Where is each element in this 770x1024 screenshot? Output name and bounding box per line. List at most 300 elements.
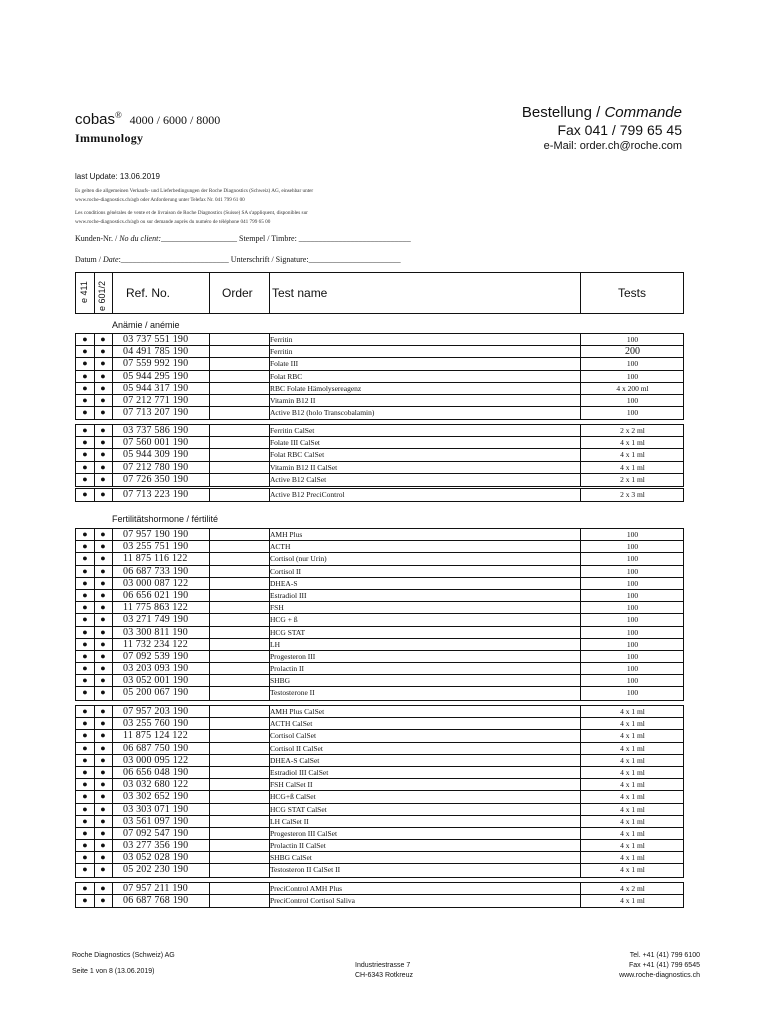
tests-quantity: 100 bbox=[626, 615, 639, 625]
order-quantity-cell[interactable] bbox=[210, 590, 268, 601]
dot-e601: ● bbox=[100, 614, 106, 625]
ref-number: 07 092 539 190 bbox=[123, 650, 189, 662]
test-name: Estradiol III bbox=[270, 590, 307, 600]
test-name: DHEA-S bbox=[270, 578, 298, 588]
terms-fr-1: Les conditions générales de vente et de livraison de Roche Diagnostics (Suisse) SA s'appliquent, disponibles sur bbox=[75, 210, 308, 216]
date-label: Datum / bbox=[75, 255, 101, 264]
footer-city: CH-6343 Rotkreuz bbox=[355, 972, 413, 979]
ref-number: 03 737 551 190 bbox=[123, 334, 189, 345]
tests-quantity: 2 x 2 ml bbox=[620, 426, 645, 435]
order-quantity-cell[interactable] bbox=[210, 346, 268, 357]
order-title-de: Bestellung / bbox=[521, 104, 601, 121]
dot-e411: ● bbox=[82, 650, 88, 661]
table-row bbox=[76, 718, 683, 730]
dot-e411: ● bbox=[82, 461, 88, 472]
ref-number: 07 092 547 190 bbox=[123, 827, 189, 839]
table-row bbox=[76, 437, 683, 449]
table-row bbox=[76, 864, 683, 876]
dot-e411: ● bbox=[82, 852, 88, 863]
order-quantity-cell[interactable] bbox=[210, 755, 268, 766]
dot-e411: ● bbox=[82, 346, 88, 357]
test-name: Folat RBC CalSet bbox=[270, 450, 325, 460]
order-quantity-cell[interactable] bbox=[210, 371, 268, 382]
order-quantity-cell[interactable] bbox=[210, 730, 268, 741]
dot-e601: ● bbox=[100, 895, 106, 906]
dot-e601: ● bbox=[100, 346, 106, 357]
dot-e601: ● bbox=[100, 553, 106, 564]
test-name: HCG STAT bbox=[270, 627, 306, 637]
dot-e411: ● bbox=[82, 883, 88, 893]
test-name: HCG+ß CalSet bbox=[270, 792, 316, 802]
tests-quantity: 100 bbox=[626, 408, 639, 418]
ref-number: 05 944 309 190 bbox=[123, 449, 189, 461]
tests-quantity: 100 bbox=[626, 651, 639, 661]
ref-number: 07 957 211 190 bbox=[123, 883, 188, 894]
order-quantity-cell[interactable] bbox=[210, 529, 268, 540]
tests-quantity: 4 x 1 ml bbox=[620, 438, 645, 448]
dot-e601: ● bbox=[100, 742, 106, 753]
test-name: Prolactin II bbox=[270, 664, 304, 674]
test-name: Folate III bbox=[270, 359, 299, 369]
table-row bbox=[76, 675, 683, 687]
table-row bbox=[76, 767, 683, 779]
order-quantity-cell[interactable] bbox=[210, 852, 268, 863]
dot-e601: ● bbox=[100, 852, 106, 863]
order-title bbox=[522, 104, 682, 121]
test-name: HCG + ß bbox=[270, 615, 298, 625]
table-row bbox=[76, 383, 683, 395]
dot-e411: ● bbox=[82, 565, 88, 576]
ref-number: 03 032 680 122 bbox=[123, 779, 189, 791]
order-fax: Fax 041 / 799 65 45 bbox=[557, 122, 682, 138]
date-label-fr: Date bbox=[103, 255, 119, 264]
order-quantity-cell[interactable] bbox=[210, 816, 268, 827]
tests-quantity: 100 bbox=[626, 554, 639, 564]
dot-e411: ● bbox=[82, 626, 88, 637]
product-group bbox=[75, 528, 684, 701]
dot-e601: ● bbox=[100, 449, 106, 460]
tests-quantity: 4 x 1 ml bbox=[620, 841, 645, 851]
table-row bbox=[76, 407, 683, 419]
test-name: Estradiol III CalSet bbox=[270, 767, 329, 777]
dot-e411: ● bbox=[82, 489, 88, 499]
table-row bbox=[76, 791, 683, 803]
order-quantity-cell[interactable] bbox=[210, 779, 268, 790]
ref-number: 03 255 751 190 bbox=[123, 541, 189, 553]
test-name: RBC Folate Hämolysereagenz bbox=[270, 383, 362, 393]
dot-e601: ● bbox=[100, 663, 106, 674]
tests-quantity: 100 bbox=[626, 627, 639, 637]
order-quantity-cell[interactable] bbox=[210, 474, 268, 485]
dot-e601: ● bbox=[100, 382, 106, 393]
tests-quantity: 4 x 1 ml bbox=[620, 743, 645, 753]
order-quantity-cell[interactable] bbox=[210, 383, 268, 394]
tests-quantity: 4 x 1 ml bbox=[620, 780, 645, 790]
tests-quantity: 100 bbox=[626, 335, 639, 344]
date-line bbox=[75, 255, 401, 264]
test-name: ACTH bbox=[270, 542, 291, 552]
dot-e601: ● bbox=[100, 791, 106, 802]
ref-number: 03 000 095 122 bbox=[123, 754, 189, 766]
table-row bbox=[76, 449, 683, 461]
tests-quantity: 100 bbox=[626, 395, 639, 405]
dot-e411: ● bbox=[82, 766, 88, 777]
dot-e601: ● bbox=[100, 626, 106, 637]
test-name: AMH Plus CalSet bbox=[270, 707, 325, 716]
tests-quantity: 2 x 1 ml bbox=[620, 474, 645, 484]
order-quantity-cell[interactable] bbox=[210, 706, 268, 717]
order-quantity-cell[interactable] bbox=[210, 489, 268, 500]
ref-number: 07 212 771 190 bbox=[123, 394, 189, 406]
dot-e601: ● bbox=[100, 394, 106, 405]
order-quantity-cell[interactable] bbox=[210, 840, 268, 851]
order-quantity-cell[interactable] bbox=[210, 358, 268, 369]
ref-number: 11 875 124 122 bbox=[123, 730, 188, 742]
test-name: Folate III CalSet bbox=[270, 438, 320, 448]
order-quantity-cell[interactable] bbox=[210, 614, 268, 625]
ref-number: 03 052 028 190 bbox=[123, 852, 189, 864]
date-field[interactable]: :___________________________ bbox=[118, 255, 229, 264]
dot-e601: ● bbox=[100, 489, 106, 499]
tests-quantity: 4 x 1 ml bbox=[620, 450, 645, 460]
ref-number: 11 775 863 122 bbox=[123, 602, 188, 614]
tests-quantity: 4 x 1 ml bbox=[620, 828, 645, 838]
signature-label: Unterschrift / Signature: bbox=[230, 255, 309, 264]
dot-e411: ● bbox=[82, 742, 88, 753]
ref-number: 06 687 733 190 bbox=[123, 565, 189, 577]
customer-no-label: Kunden-Nr. / bbox=[75, 234, 118, 243]
footer-page: Seite 1 von 8 (13.06.2019) bbox=[72, 968, 155, 975]
dot-e411: ● bbox=[82, 718, 88, 729]
dot-e411: ● bbox=[82, 394, 88, 405]
dot-e601: ● bbox=[100, 864, 106, 875]
order-quantity-cell[interactable] bbox=[210, 541, 268, 552]
tests-quantity: 100 bbox=[626, 639, 639, 649]
table-row bbox=[76, 578, 683, 590]
table-row bbox=[76, 743, 683, 755]
registered-mark: ® bbox=[115, 110, 122, 120]
order-quantity-cell[interactable] bbox=[210, 553, 268, 564]
order-quantity-cell[interactable] bbox=[210, 687, 268, 698]
test-name: Vitamin B12 II bbox=[270, 395, 316, 405]
order-quantity-cell[interactable] bbox=[210, 663, 268, 674]
order-quantity-cell[interactable] bbox=[210, 675, 268, 686]
order-quantity-cell[interactable] bbox=[210, 791, 268, 802]
col-e601: e 601/2 bbox=[97, 280, 107, 311]
dot-e601: ● bbox=[100, 815, 106, 826]
dot-e601: ● bbox=[100, 589, 106, 600]
table-row bbox=[76, 840, 683, 852]
brand-models: 4000 / 6000 / 8000 bbox=[129, 113, 221, 127]
dot-e411: ● bbox=[82, 730, 88, 741]
dot-e411: ● bbox=[82, 895, 88, 906]
order-quantity-cell[interactable] bbox=[210, 578, 268, 589]
test-name: Testosteron II CalSet II bbox=[270, 865, 341, 875]
dot-e411: ● bbox=[82, 449, 88, 460]
dot-e411: ● bbox=[82, 407, 88, 418]
table-header bbox=[75, 272, 684, 314]
ref-number: 07 957 203 190 bbox=[123, 706, 189, 717]
tests-quantity: 100 bbox=[626, 542, 639, 552]
footer-web[interactable]: www.roche-diagnostics.ch bbox=[619, 972, 700, 979]
test-name: Active B12 CalSet bbox=[270, 474, 327, 484]
ref-number: 07 713 223 190 bbox=[123, 489, 189, 500]
test-name: SHBG CalSet bbox=[270, 853, 312, 863]
table-row bbox=[76, 474, 683, 486]
table-row bbox=[76, 779, 683, 791]
dot-e411: ● bbox=[82, 638, 88, 649]
ref-number: 07 713 207 190 bbox=[123, 407, 189, 419]
order-title-fr: Commande bbox=[604, 104, 682, 121]
test-name: Ferritin bbox=[270, 347, 293, 357]
brand bbox=[75, 110, 220, 129]
tests-quantity: 4 x 2 ml bbox=[620, 884, 645, 893]
dot-e601: ● bbox=[100, 473, 106, 484]
dot-e411: ● bbox=[82, 370, 88, 381]
footer-tel: Tel. +41 (41) 799 6100 bbox=[629, 952, 700, 959]
dot-e601: ● bbox=[100, 754, 106, 765]
ref-number: 03 271 749 190 bbox=[123, 614, 189, 626]
dot-e411: ● bbox=[82, 614, 88, 625]
order-quantity-cell[interactable] bbox=[210, 651, 268, 662]
test-name: FSH CalSet II bbox=[270, 780, 313, 790]
col-ref: Ref. No. bbox=[126, 286, 171, 300]
ref-number: 11 732 234 122 bbox=[123, 638, 188, 650]
col-divider bbox=[94, 273, 95, 313]
col-e411: e 411 bbox=[79, 281, 89, 303]
dot-e601: ● bbox=[100, 730, 106, 741]
customer-no-label-fr: No du client: bbox=[119, 234, 161, 243]
tests-quantity: 4 x 1 ml bbox=[620, 767, 645, 777]
table-row bbox=[76, 804, 683, 816]
dot-e601: ● bbox=[100, 577, 106, 588]
test-name: Testosterone II bbox=[270, 688, 315, 698]
dot-e411: ● bbox=[82, 602, 88, 613]
tests-quantity: 200 bbox=[625, 346, 640, 358]
product-group bbox=[75, 882, 684, 908]
dot-e601: ● bbox=[100, 827, 106, 838]
order-quantity-cell[interactable] bbox=[210, 566, 268, 577]
dot-e601: ● bbox=[100, 358, 106, 369]
tests-quantity: 4 x 1 ml bbox=[620, 731, 645, 741]
dot-e411: ● bbox=[82, 382, 88, 393]
test-name: Ferritin bbox=[270, 335, 293, 344]
table-row bbox=[76, 627, 683, 639]
test-name: Cortisol CalSet bbox=[270, 731, 317, 741]
signature-field[interactable]: _______________________ bbox=[308, 255, 401, 264]
order-quantity-cell[interactable] bbox=[210, 602, 268, 613]
test-name: AMH Plus bbox=[270, 530, 303, 539]
order-quantity-cell[interactable] bbox=[210, 462, 268, 473]
tests-quantity: 4 x 1 ml bbox=[620, 816, 645, 826]
ref-number: 06 656 021 190 bbox=[123, 589, 189, 601]
tests-quantity: 4 x 1 ml bbox=[620, 896, 645, 906]
test-name: SHBG bbox=[270, 676, 291, 686]
footer-company: Roche Diagnostics (Schweiz) AG bbox=[72, 952, 175, 959]
table-row bbox=[76, 590, 683, 602]
terms-de-1: Es gelten die allgemeinen Verkaufs- und Lieferbedingungen der Roche Diagnostics (Schweiz) AG, einsehbar unter bbox=[75, 188, 314, 194]
dot-e601: ● bbox=[100, 650, 106, 661]
dot-e411: ● bbox=[82, 840, 88, 851]
dot-e601: ● bbox=[100, 541, 106, 552]
dot-e601: ● bbox=[100, 565, 106, 576]
order-quantity-cell[interactable] bbox=[210, 883, 268, 894]
dot-e411: ● bbox=[82, 577, 88, 588]
stamp-label: Stempel / Timbre: bbox=[239, 234, 297, 243]
dot-e601: ● bbox=[100, 803, 106, 814]
ref-number: 03 052 001 190 bbox=[123, 675, 189, 687]
dot-e601: ● bbox=[100, 407, 106, 418]
test-name: ACTH CalSet bbox=[270, 719, 313, 729]
order-quantity-cell[interactable] bbox=[210, 449, 268, 460]
dot-e601: ● bbox=[100, 840, 106, 851]
table-row bbox=[76, 489, 683, 501]
ref-number: 07 957 190 190 bbox=[123, 529, 189, 540]
table-row bbox=[76, 529, 683, 541]
tests-quantity: 100 bbox=[626, 688, 639, 698]
brand-name: cobas bbox=[75, 111, 116, 128]
dot-e601: ● bbox=[100, 687, 106, 698]
ref-number: 03 000 087 122 bbox=[123, 577, 189, 589]
customer-line bbox=[75, 234, 411, 243]
ref-number: 07 726 350 190 bbox=[123, 473, 189, 485]
order-email[interactable]: e-Mail: order.ch@roche.com bbox=[543, 140, 682, 152]
dot-e411: ● bbox=[82, 803, 88, 814]
tests-quantity: 4 x 1 ml bbox=[620, 853, 645, 863]
ref-number: 06 687 750 190 bbox=[123, 742, 189, 754]
table-row bbox=[76, 462, 683, 474]
terms-fr-2: www.roche-diagnostics.ch/agb ou sur demande auprès du numéro de téléphone 041 799 65 00 bbox=[75, 219, 271, 225]
dot-e411: ● bbox=[82, 706, 88, 716]
table-row bbox=[76, 706, 683, 718]
test-name: Cortisol (nur Urin) bbox=[270, 554, 327, 564]
order-quantity-cell[interactable] bbox=[210, 437, 268, 448]
tests-quantity: 4 x 1 ml bbox=[620, 755, 645, 765]
tests-quantity: 100 bbox=[626, 566, 639, 576]
section-title-anemia: Anämie / anémie bbox=[112, 320, 180, 330]
product-group bbox=[75, 424, 684, 487]
dot-e601: ● bbox=[100, 779, 106, 790]
section-title-fertility: Fertilitätshormone / fértilité bbox=[112, 514, 219, 524]
order-quantity-cell[interactable] bbox=[210, 895, 268, 906]
ref-number: 06 687 768 190 bbox=[123, 895, 189, 907]
dot-e411: ● bbox=[82, 553, 88, 564]
table-row bbox=[76, 651, 683, 663]
table-row bbox=[76, 395, 683, 407]
dot-e601: ● bbox=[100, 425, 106, 435]
test-name: Prolactin II CalSet bbox=[270, 841, 326, 851]
test-name: Active B12 (holo Transcobalamin) bbox=[270, 408, 375, 418]
tests-quantity: 100 bbox=[626, 371, 639, 381]
ref-number: 05 944 295 190 bbox=[123, 370, 189, 382]
order-quantity-cell[interactable] bbox=[210, 828, 268, 839]
table-row bbox=[76, 553, 683, 565]
ref-number: 03 737 586 190 bbox=[123, 425, 189, 436]
table-row bbox=[76, 541, 683, 553]
col-divider bbox=[209, 273, 210, 313]
test-name: Ferritin CalSet bbox=[270, 426, 315, 435]
test-name: Active B12 PreciControl bbox=[270, 490, 345, 499]
order-quantity-cell[interactable] bbox=[210, 639, 268, 650]
order-quantity-cell[interactable] bbox=[210, 627, 268, 638]
table-row bbox=[76, 730, 683, 742]
dot-e411: ● bbox=[82, 663, 88, 674]
product-group bbox=[75, 333, 684, 420]
dot-e601: ● bbox=[100, 334, 106, 344]
order-quantity-cell[interactable] bbox=[210, 407, 268, 418]
stamp-field[interactable]: ____________________________ bbox=[298, 234, 411, 243]
tests-quantity: 4 x 1 ml bbox=[620, 792, 645, 802]
table-row bbox=[76, 334, 683, 346]
tests-quantity: 2 x 3 ml bbox=[620, 490, 645, 499]
tests-quantity: 100 bbox=[626, 578, 639, 588]
order-quantity-cell[interactable] bbox=[210, 743, 268, 754]
tests-quantity: 4 x 1 ml bbox=[620, 707, 645, 716]
dot-e411: ● bbox=[82, 791, 88, 802]
product-group bbox=[75, 488, 684, 502]
dot-e411: ● bbox=[82, 754, 88, 765]
tests-quantity: 100 bbox=[626, 603, 639, 613]
ref-number: 05 202 230 190 bbox=[123, 864, 189, 876]
dot-e411: ● bbox=[82, 864, 88, 875]
customer-no-field[interactable]: ___________________ bbox=[161, 234, 237, 243]
ref-number: 03 302 652 190 bbox=[123, 791, 189, 803]
col-order: Order bbox=[222, 286, 253, 300]
ref-number: 03 561 097 190 bbox=[123, 815, 189, 827]
dot-e411: ● bbox=[82, 437, 88, 448]
order-quantity-cell[interactable] bbox=[210, 804, 268, 815]
dot-e411: ● bbox=[82, 687, 88, 698]
footer-right bbox=[619, 951, 700, 981]
order-quantity-cell[interactable] bbox=[210, 395, 268, 406]
dot-e411: ● bbox=[82, 473, 88, 484]
footer-center bbox=[355, 961, 413, 981]
ref-number: 03 203 093 190 bbox=[123, 663, 189, 675]
col-divider bbox=[580, 273, 581, 313]
test-name: Cortisol II CalSet bbox=[270, 743, 323, 753]
order-quantity-cell[interactable] bbox=[210, 425, 268, 436]
table-row bbox=[76, 602, 683, 614]
table-row bbox=[76, 895, 683, 907]
order-quantity-cell[interactable] bbox=[210, 718, 268, 729]
ref-number: 07 559 992 190 bbox=[123, 358, 189, 370]
order-quantity-cell[interactable] bbox=[210, 334, 268, 345]
table-row bbox=[76, 425, 683, 437]
ref-number: 07 212 780 190 bbox=[123, 461, 189, 473]
tests-quantity: 100 bbox=[626, 359, 639, 369]
ref-number: 03 300 811 190 bbox=[123, 626, 188, 638]
dot-e601: ● bbox=[100, 883, 106, 893]
ref-number: 03 303 071 190 bbox=[123, 803, 189, 815]
dot-e601: ● bbox=[100, 461, 106, 472]
test-name: HCG STAT CalSet bbox=[270, 804, 327, 814]
tests-quantity: 4 x 1 ml bbox=[620, 462, 645, 472]
ref-number: 07 560 001 190 bbox=[123, 437, 189, 449]
test-name: DHEA-S CalSet bbox=[270, 755, 320, 765]
order-quantity-cell[interactable] bbox=[210, 864, 268, 875]
test-name: LH CalSet II bbox=[270, 816, 309, 826]
footer-left bbox=[72, 951, 175, 977]
ref-number: 04 491 785 190 bbox=[123, 346, 189, 358]
order-quantity-cell[interactable] bbox=[210, 767, 268, 778]
table-row bbox=[76, 639, 683, 651]
tests-quantity: 4 x 200 ml bbox=[616, 383, 649, 393]
table-row bbox=[76, 828, 683, 840]
table-row bbox=[76, 371, 683, 383]
tests-quantity: 4 x 1 ml bbox=[620, 865, 645, 875]
tests-quantity: 4 x 1 ml bbox=[620, 804, 645, 814]
last-update: last Update: 13.06.2019 bbox=[75, 172, 160, 181]
